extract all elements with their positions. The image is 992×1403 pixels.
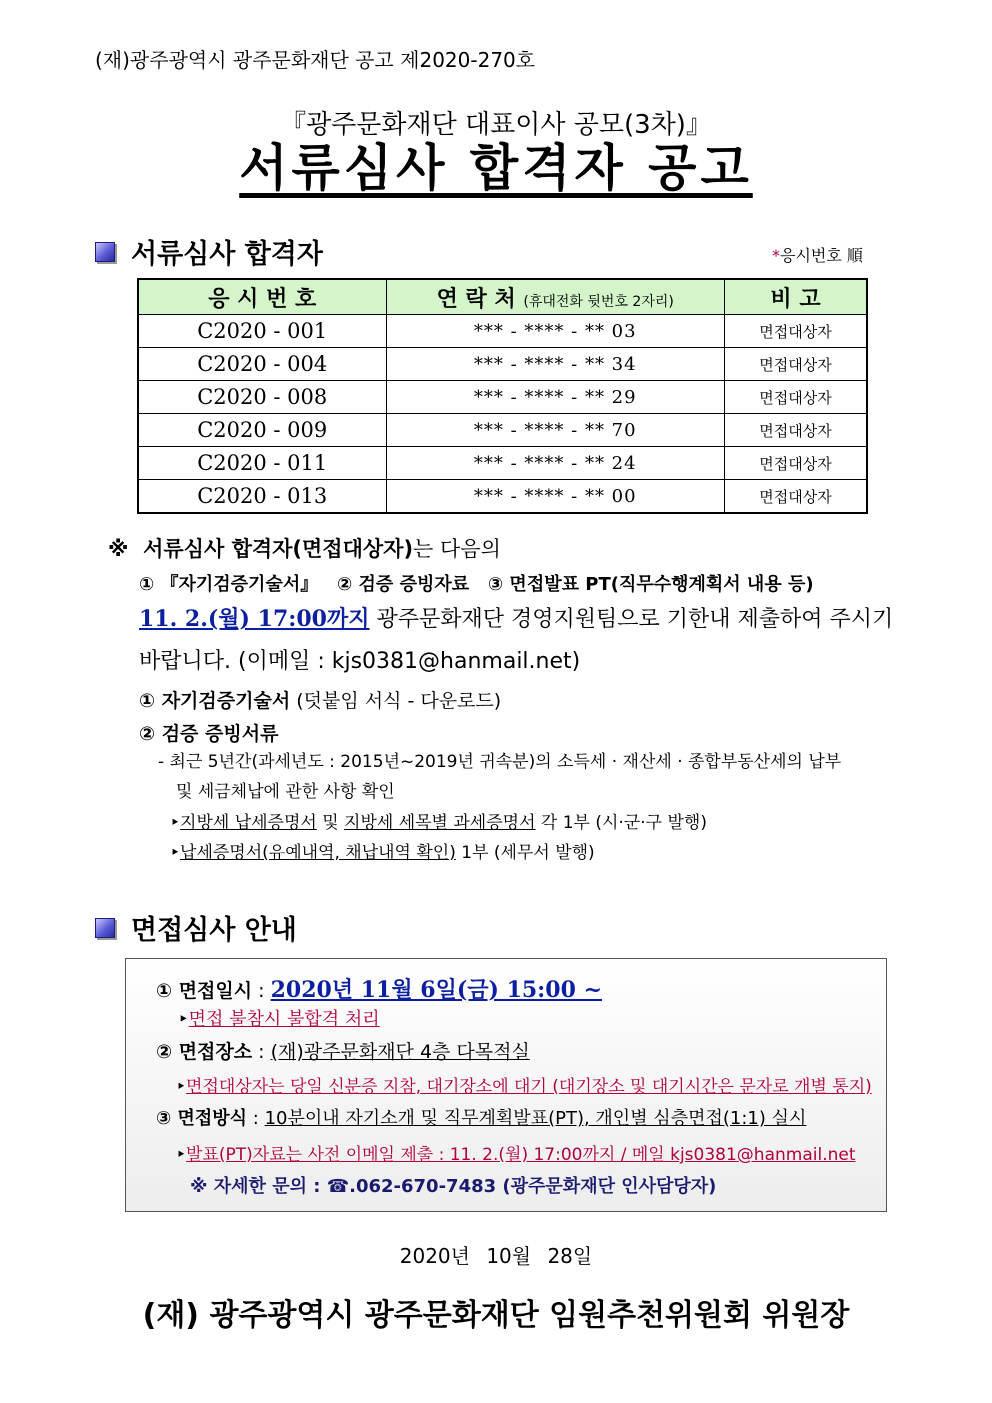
triangle-bullet-icon: ‣ [176, 1145, 187, 1165]
interview-date-value: 2020년 11월 6일(금) 15:00 ~ [270, 977, 603, 1003]
sub-item-1-b: 및 [316, 813, 345, 833]
remark-cell: 면접대상자 [724, 381, 867, 414]
document-1-note: (덧붙임 서식 - 다운로드) [290, 690, 502, 712]
remark-cell: 면접대상자 [724, 348, 867, 381]
applicant-number-cell: C2020 - 001 [138, 315, 386, 348]
contact-cell: *** - **** - ** 03 [386, 315, 724, 348]
contact-cell: *** - **** - ** 24 [386, 447, 724, 480]
document-title-text: 서류심사 합격자 공고 [239, 139, 753, 197]
sub-item-2-b: 1부 (세무서 발행) [455, 843, 595, 863]
deadline-text: 11. 2.(월) 17:00까지 [139, 606, 370, 632]
header-contact [386, 279, 724, 315]
triangle-bullet-icon: ‣ [176, 1077, 187, 1097]
table-row [138, 348, 867, 381]
table-row [138, 315, 867, 348]
sub-item-1-c: 지방세 세목별 과세증명서 [344, 813, 536, 833]
square-bullet-icon [95, 918, 115, 938]
signature-line: (재) 광주광역시 광주문화재단 임원추천위원회 위원장 [142, 1298, 850, 1333]
document-title [0, 128, 992, 200]
table-header-row [138, 279, 867, 315]
section-heading-text: 서류심사 합격자 [131, 239, 323, 270]
interview-date-line [156, 973, 602, 1004]
square-bullet-icon [95, 242, 115, 262]
notice-lead [108, 535, 501, 563]
interview-place-label: ② 면접장소 [156, 1041, 253, 1063]
separator: : [247, 1108, 265, 1129]
submission-line-2: 바랍니다. (이메일 : kjs0381@hanmail.net) [139, 649, 581, 674]
sub-item-1-d: 각 1부 (시·군·구 발행) [535, 813, 707, 833]
sub-item-2-a: 납세증명서(유예내역, 채납내역 확인) [180, 843, 456, 863]
interview-method-value: 10분이내 자기소개 및 직무계획발표(PT), 개인별 심층면접(1:1) 실시 [264, 1108, 807, 1129]
notice-lead-rest: 는 다음의 [413, 537, 501, 561]
remark-cell: 면접대상자 [724, 480, 867, 514]
sub-item-2 [170, 841, 595, 865]
contact-cell: *** - **** - ** 34 [386, 348, 724, 381]
contact-cell: *** - **** - ** 70 [386, 414, 724, 447]
interview-method-label: ③ 면접방식 [156, 1108, 248, 1129]
remark-cell: 면접대상자 [724, 315, 867, 348]
header-contact-note: (휴대전화 뒷번호 2자리) [523, 293, 674, 310]
header-applicant-number: 응 시 번 호 [138, 279, 386, 315]
applicant-number-cell: C2020 - 008 [138, 381, 386, 414]
detail-line-2: 및 세금체납에 관한 사항 확인 [176, 782, 395, 802]
remark-cell: 면접대상자 [724, 414, 867, 447]
interview-date-note [178, 1005, 380, 1031]
section-heading-text: 면접심사 안내 [131, 915, 297, 946]
separator: : [252, 1041, 271, 1063]
applicant-number-cell: C2020 - 011 [138, 447, 386, 480]
notice-lead-bold: 서류심사 합격자(면접대상자) [143, 537, 414, 561]
table-row [138, 414, 867, 447]
interview-place-note-text: 면접대상자는 당일 신분증 지참, 대기장소에 대기 (대기장소 및 대기시간은 문자로 개별 통지) [186, 1077, 872, 1097]
header-remark: 비 고 [724, 279, 867, 315]
document-subtitle: 『광주문화재단 대표이사 공모(3차)』 [280, 110, 712, 140]
table-row [138, 381, 867, 414]
interview-method-note-text: 발표(PT)자료는 사전 이메일 제출 : 11. 2.(월) 17:00까지 / 메일 kjs0381@hanmail.net [186, 1145, 856, 1165]
required-items-line: ① 『자기검증기술서』 ② 검증 증빙자료 ③ 면접발표 PT(직무수행계획서 내용 등) [139, 574, 814, 595]
interview-method-line [156, 1104, 806, 1130]
document-2-label: ② 검증 증빙서류 [139, 723, 279, 745]
section-heading-document-review [95, 232, 323, 271]
triangle-bullet-icon: ‣ [178, 1009, 189, 1030]
announcement-date: 2020년 10월 28일 [399, 1244, 593, 1268]
separator: : [252, 980, 271, 1002]
table-row [138, 480, 867, 514]
submission-line [139, 605, 893, 634]
submission-text: 광주문화재단 경영지원팀으로 기한내 제출하여 주시기 [369, 607, 894, 632]
results-table [137, 278, 868, 514]
interview-date-label: ① 면접일시 [156, 980, 253, 1002]
applicant-number-cell: C2020 - 013 [138, 480, 386, 514]
remark-cell: 면접대상자 [724, 447, 867, 480]
document-1-label: ① 자기검증기술서 [139, 690, 291, 712]
section-heading-interview [95, 908, 297, 947]
notice-number: (재)광주광역시 광주문화재단 공고 제2020-270호 [95, 48, 536, 72]
asterisk-mark: * [772, 246, 780, 265]
interview-method-note [176, 1140, 856, 1165]
inquiry-contact: ※ 자세한 문의 : ☎.062-670-7483 (광주문화재단 인사담당자) [190, 1176, 717, 1197]
contact-cell: *** - **** - ** 29 [386, 381, 724, 414]
interview-place-line [156, 1037, 530, 1064]
contact-cell: *** - **** - ** 00 [386, 480, 724, 514]
document-1 [139, 686, 501, 713]
applicant-number-cell: C2020 - 009 [138, 414, 386, 447]
triangle-bullet-icon: ‣ [170, 813, 181, 833]
order-note-text: 응시번호 順 [780, 246, 863, 265]
interview-place-value: (재)광주문화재단 4층 다목적실 [270, 1041, 530, 1063]
interview-info-box [125, 958, 887, 1212]
table-row [138, 447, 867, 480]
detail-line-1: - 최근 5년간(과세년도 : 2015년~2019년 귀속분)의 소득세 · 재산세 · 종합부동산세의 납부 [158, 752, 842, 772]
order-note [772, 243, 863, 266]
interview-place-note [176, 1072, 872, 1097]
header-contact-label: 연 락 처 [436, 286, 516, 312]
triangle-bullet-icon: ‣ [170, 843, 181, 863]
applicant-number-cell: C2020 - 004 [138, 348, 386, 381]
sub-item-1 [170, 811, 707, 835]
interview-date-note-text: 면접 불참시 불합격 처리 [188, 1009, 380, 1030]
sub-item-1-a: 지방세 납세증명서 [180, 813, 317, 833]
reference-mark: ※ [108, 537, 129, 561]
